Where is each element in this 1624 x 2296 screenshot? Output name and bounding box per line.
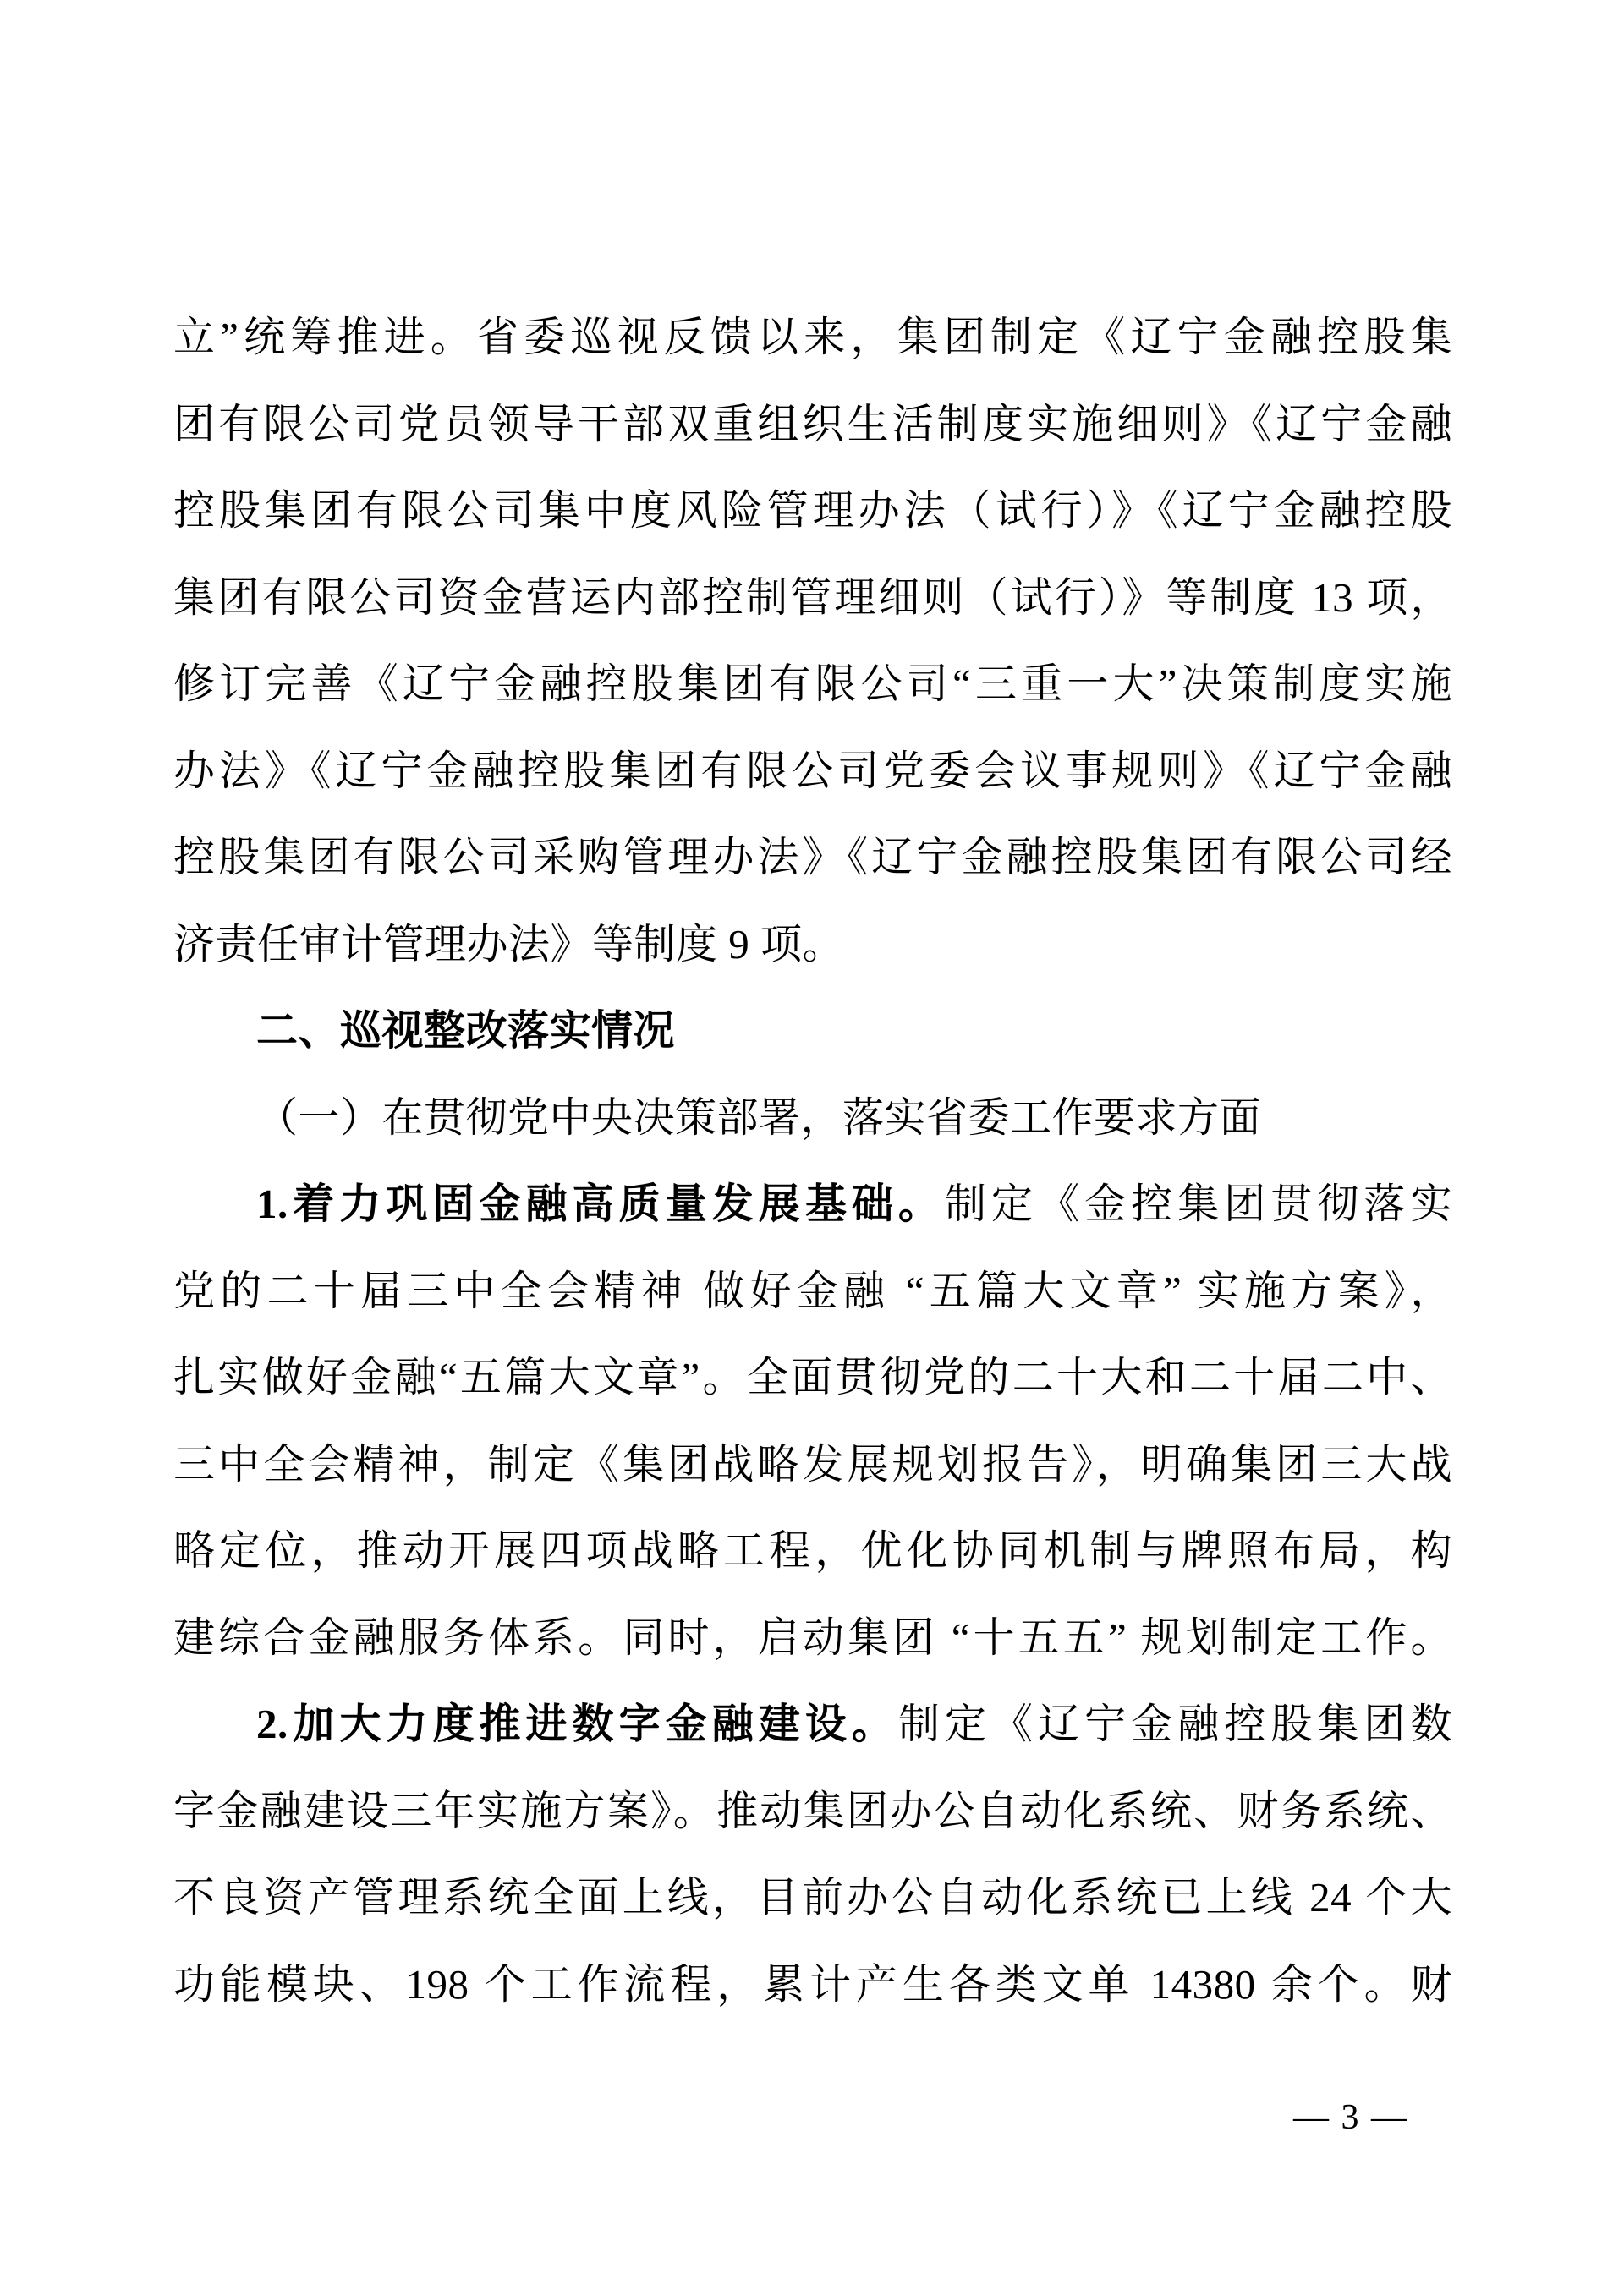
paragraph-lead-rest: 制定《金控集团贯彻落实	[944, 1181, 1452, 1227]
body-line: 建综合金融服务体系。同时，启动集团 “十五五” 规划制定工作。	[173, 1614, 1452, 1661]
document-body	[173, 294, 1452, 2028]
section-heading: 二、巡视整改落实情况	[256, 1007, 676, 1054]
body-line: 字金融建设三年实施方案》。推动集团办公自动化系统、财务系统、	[173, 1787, 1452, 1834]
page-number: — 3 —	[1293, 2098, 1408, 2137]
body-line: 集团有限公司资金营运内部控制管理细则（试行）》等制度 13 项，	[173, 573, 1452, 621]
body-line	[173, 1161, 1452, 1248]
body-line: 控股集团有限公司采购管理办法》《辽宁金融控股集团有限公司经	[173, 834, 1452, 880]
body-line: 功能模块、198 个工作流程，累计产生各类文单 14380 余个。财	[173, 1960, 1452, 2008]
body-line: 修订完善《辽宁金融控股集团有限公司“三重一大”决策制度实施	[173, 660, 1452, 707]
subsection-heading: （一）在贯彻党中央决策部署，落实省委工作要求方面	[256, 1093, 1262, 1141]
body-line: 党的二十届三中全会精神 做好金融 “五篇大文章” 实施方案》，	[173, 1267, 1452, 1314]
body-line: 略定位，推动开展四项战略工程，优化协同机制与牌照布局，构	[173, 1527, 1452, 1574]
paragraph-lead-bold: 1.着力巩固金融高质量发展基础。	[256, 1181, 945, 1227]
paragraph-lead-rest: 制定《辽宁金融控股集团数	[897, 1701, 1452, 1747]
body-line: 办法》《辽宁金融控股集团有限公司党委会议事规则》《辽宁金融	[173, 747, 1452, 794]
body-line: 控股集团有限公司集中度风险管理办法（试行）》《辽宁金融控股	[173, 487, 1452, 534]
body-line: 济责任审计管理办法》等制度 9 项。	[173, 920, 845, 967]
body-line: 立”统筹推进。省委巡视反馈以来，集团制定《辽宁金融控股集	[173, 314, 1452, 360]
body-line: 三中全会精神，制定《集团战略发展规划报告》，明确集团三大战	[173, 1440, 1452, 1488]
paragraph-lead-bold: 2.加大力度推进数字金融建设。	[256, 1701, 898, 1747]
body-line: 扎实做好金融“五篇大文章”。全面贯彻党的二十大和二十届二中、	[173, 1354, 1452, 1400]
body-line	[173, 1681, 1452, 1768]
body-line: 不良资产管理系统全面上线，目前办公自动化系统已上线 24 个大	[173, 1874, 1452, 1921]
body-line: 团有限公司党员领导干部双重组织生活制度实施细则》《辽宁金融	[173, 400, 1452, 447]
